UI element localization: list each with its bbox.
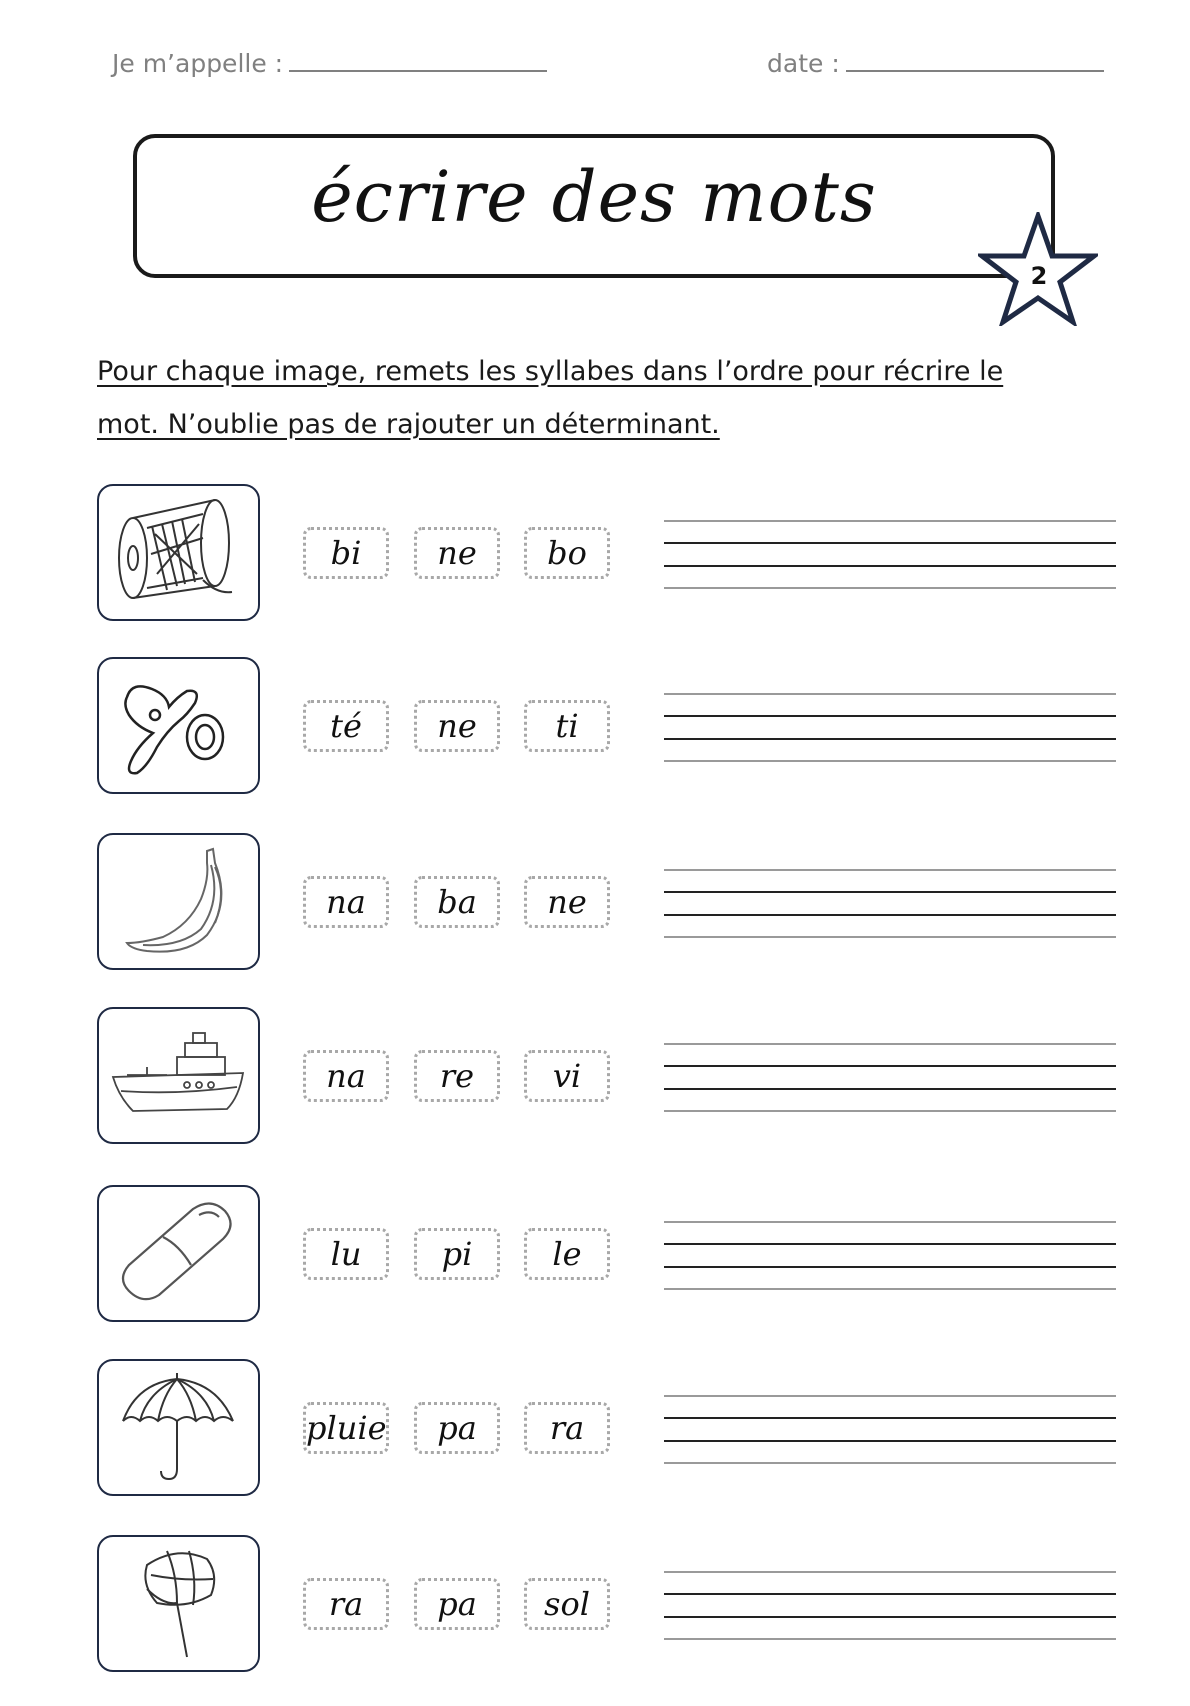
pill-capsule-icon [107, 1195, 250, 1312]
syllable-card[interactable]: ba [414, 876, 500, 928]
syllable-card[interactable]: vi [524, 1050, 610, 1102]
syllable-card[interactable]: ra [303, 1578, 389, 1630]
syllable-card[interactable]: na [303, 876, 389, 928]
picture-frame [97, 1007, 260, 1144]
picture-frame [97, 1535, 260, 1672]
level-badge: 2 [1030, 262, 1048, 290]
exercise-row [0, 484, 1190, 624]
syllable-card[interactable]: na [303, 1050, 389, 1102]
picture-frame [97, 833, 260, 970]
writing-lines[interactable] [664, 1221, 1116, 1291]
pacifier-icon [107, 667, 250, 784]
name-blank-line[interactable] [289, 48, 547, 72]
syllable-card[interactable]: lu [303, 1228, 389, 1280]
exercise-row [0, 1007, 1190, 1147]
name-label: Je m’appelle : [112, 49, 284, 78]
exercise-row [0, 833, 1190, 973]
picture-frame [97, 484, 260, 621]
syllable-card[interactable]: ne [524, 876, 610, 928]
writing-lines[interactable] [664, 520, 1116, 590]
syllable-card[interactable]: pluie [303, 1402, 389, 1454]
syllable-card[interactable]: té [303, 700, 389, 752]
syllable-card[interactable]: ne [414, 700, 500, 752]
syllable-card[interactable]: pa [414, 1578, 500, 1630]
banana-icon [107, 843, 250, 960]
parasol-icon [107, 1545, 250, 1662]
syllable-card[interactable]: le [524, 1228, 610, 1280]
thread-spool-icon [107, 494, 250, 611]
syllable-card[interactable]: sol [524, 1578, 610, 1630]
title-box [133, 134, 1055, 278]
writing-lines[interactable] [664, 1043, 1116, 1113]
picture-frame [97, 1359, 260, 1496]
writing-lines[interactable] [664, 1395, 1116, 1465]
date-label: date : [767, 49, 840, 78]
name-field[interactable] [112, 48, 547, 78]
syllable-card[interactable]: ne [414, 527, 500, 579]
ship-icon [107, 1017, 250, 1134]
syllable-card[interactable]: re [414, 1050, 500, 1102]
date-field[interactable] [767, 48, 1104, 78]
instruction-text: Pour chaque image, remets les syllabes dans l’ordre pour récrire le mot. N’oublie pas de rajouter un déterminant. [97, 356, 1004, 440]
exercise-row [0, 1535, 1190, 1675]
syllable-card[interactable]: bi [303, 527, 389, 579]
exercise-row [0, 1359, 1190, 1499]
syllable-card[interactable]: bo [524, 527, 610, 579]
picture-frame [97, 1185, 260, 1322]
syllable-card[interactable]: ra [524, 1402, 610, 1454]
syllable-card[interactable]: ti [524, 700, 610, 752]
writing-lines[interactable] [664, 1571, 1116, 1641]
exercise-row [0, 657, 1190, 797]
exercise-row [0, 1185, 1190, 1325]
syllable-card[interactable]: pa [414, 1402, 500, 1454]
picture-frame [97, 657, 260, 794]
date-blank-line[interactable] [846, 48, 1104, 72]
page-title: écrire des mots [311, 156, 877, 238]
umbrella-icon [107, 1369, 250, 1486]
writing-lines[interactable] [664, 693, 1116, 763]
writing-lines[interactable] [664, 869, 1116, 939]
syllable-card[interactable]: pi [414, 1228, 500, 1280]
